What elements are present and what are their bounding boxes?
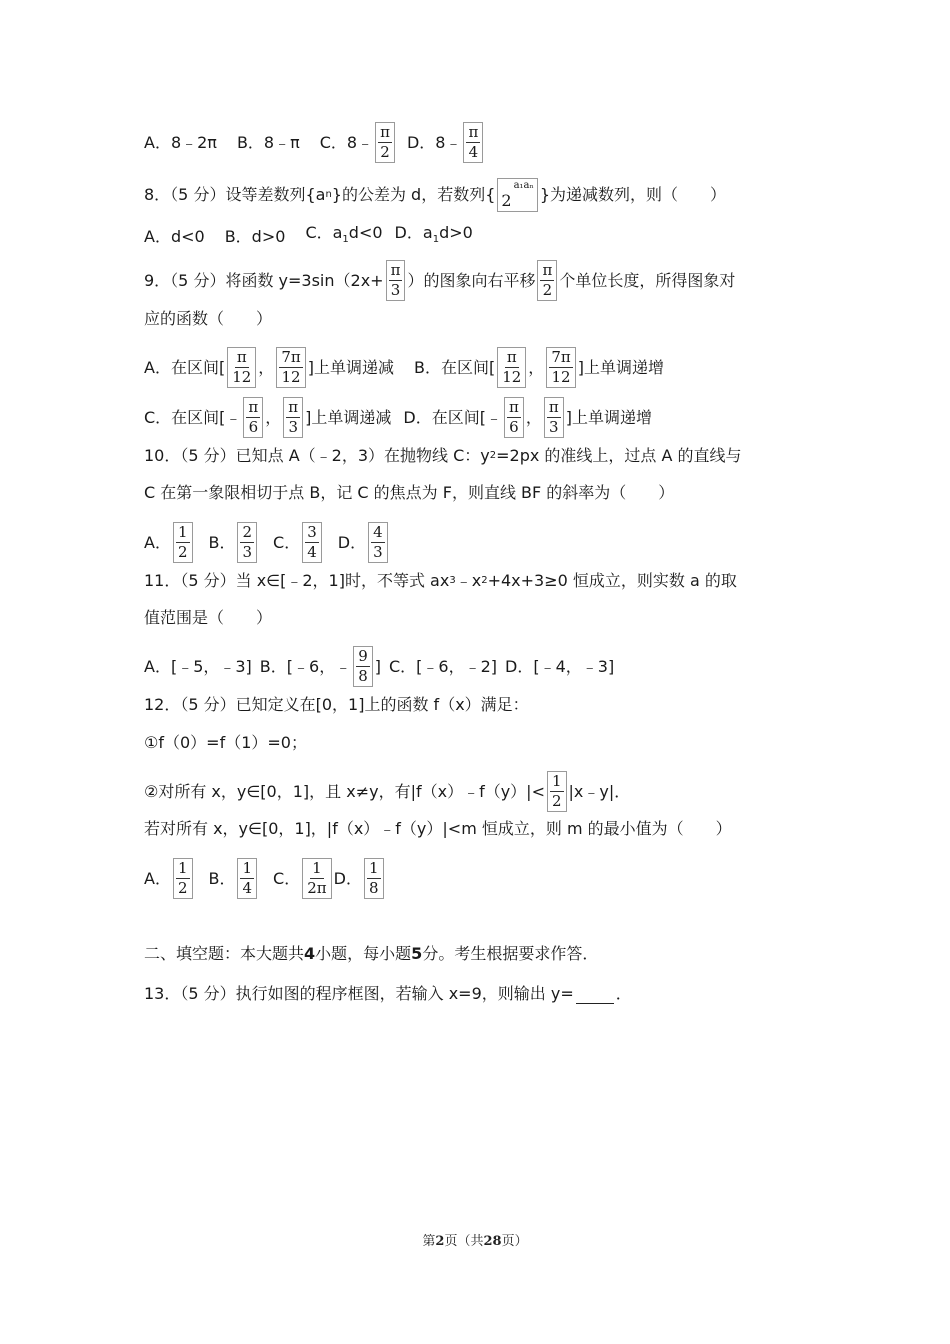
q9-stem-line2: 应的函数（ ） xyxy=(144,309,273,328)
q8-options xyxy=(144,221,850,252)
section-2-heading: 二、填空题：本大题共 4 小题，每小题 5 分。考生根据要求作答． xyxy=(144,944,599,963)
q10-option-d-frac: $\frac{4}{3}$ xyxy=(368,522,388,563)
q7-options xyxy=(144,122,850,163)
q9-options-ab: A．在区间[ $\frac{\pi}{12}$ ， $\frac{7\pi}{12}$ ]上单调递减 B．在区间[ $\frac{\pi}{12}$ ， $\frac{7\pi}{12}$ ]上单调递增 xyxy=(144,348,664,386)
q12-condition-2: ②对所有 x，y∈[0，1]，且 x≠y，有|f（x）﹣f（y）|< $\frac{1}{2}$ |x﹣y|． xyxy=(144,772,631,810)
total-pages: 28 xyxy=(483,1234,502,1249)
q12-option-d: D． xyxy=(333,868,362,888)
q12-option-c: C． xyxy=(273,868,301,888)
q10-option-a-frac: $\frac{1}{2}$ xyxy=(173,522,193,563)
q10-option-c-frac: $\frac{3}{4}$ xyxy=(302,522,322,563)
q9-fraction-2: $\frac{\pi}{2}$ xyxy=(537,260,557,301)
q8-option-c: C．$a_1d<0$ xyxy=(305,223,383,246)
page-number: 2 xyxy=(435,1234,445,1249)
q12-option-d-frac: $\frac{1}{8}$ xyxy=(364,858,384,899)
page-footer: 第2页（共28页） xyxy=(422,1234,528,1249)
q8-stem: 8．（5 分）设等差数列{a n }的公差为 d，若数列{ 2 a₁aₙ }为递减数列，则（ ） xyxy=(144,180,727,210)
q9-option-b: B．在区间[ xyxy=(413,357,496,377)
q8-option-a: A．d<0 xyxy=(144,226,205,246)
q12-option-c-frac: $\frac{1}{2\pi}$ xyxy=(302,858,331,899)
q7-option-c: C．8﹣ xyxy=(319,132,374,152)
q8-power-expression: 2 a₁aₙ xyxy=(497,178,537,212)
q11-option-d: D．[﹣4，﹣3] xyxy=(505,656,615,676)
q10-option-d: D． xyxy=(337,532,367,552)
q12-condition-2-frac: $\frac{1}{2}$ xyxy=(547,771,567,812)
q11-option-c: C．[﹣6，﹣2] xyxy=(389,656,498,676)
q10-stem-line2: C 在第一象限相切于点 B，记 C 的焦点为 F，则直线 BF 的斜率为（ ） xyxy=(144,483,675,502)
q11-options: A．[﹣5，﹣3] B．[﹣6，﹣ $\frac{9}{8}$ ] C．[﹣6，﹣2] D．[﹣4，﹣3] xyxy=(144,647,615,685)
q10-options xyxy=(144,522,850,563)
q12-condition-1: ①f（0）=f（1）=0； xyxy=(144,733,307,752)
q9-option-c-frac1: $\frac{\pi}{6}$ xyxy=(243,397,263,438)
q9-option-a-frac1: $\frac{\pi}{12}$ xyxy=(227,347,256,388)
q12-option-b: B． xyxy=(208,868,236,888)
q9-option-d: D．在区间[﹣ xyxy=(403,407,502,427)
q13-stem: 13．（5 分）执行如图的程序框图，若输入 x=9，则输出 y= ． xyxy=(144,984,632,1003)
q10-option-a: A． xyxy=(144,532,171,552)
q12-option-a-frac: $\frac{1}{2}$ xyxy=(173,858,193,899)
q8-option-d: D．$a_1d>0$ xyxy=(394,223,473,246)
q10-option-c: C． xyxy=(273,532,301,552)
q9-option-c: C．在区间[﹣ xyxy=(144,407,242,427)
q11-option-b-frac: $\frac{9}{8}$ xyxy=(353,646,373,687)
q7-option-d: D．8﹣ xyxy=(406,132,462,152)
q9-option-d-frac2: $\frac{\pi}{3}$ xyxy=(544,397,564,438)
q7-option-c-fraction: $\frac{\pi}{2}$ xyxy=(375,122,395,163)
q11-option-a: A．[﹣5，﹣3] xyxy=(144,656,252,676)
q7-option-a: A．8﹣2π xyxy=(144,132,217,152)
q9-fraction-1: $\frac{\pi}{3}$ xyxy=(386,260,406,301)
q12-option-a: A． xyxy=(144,868,171,888)
q9-option-d-frac1: $\frac{\pi}{6}$ xyxy=(504,397,524,438)
q12-options xyxy=(144,858,850,899)
q10-option-b-frac: $\frac{2}{3}$ xyxy=(237,522,257,563)
q12-option-b-frac: $\frac{1}{4}$ xyxy=(237,858,257,899)
q9-option-a: A．在区间[ xyxy=(144,357,226,377)
q9-option-a-frac2: $\frac{7\pi}{12}$ xyxy=(276,347,305,388)
q12-stem: 12．（5 分）已知定义在[0，1]上的函数 f（x）满足： xyxy=(144,695,529,714)
q10-stem: 10．（5 分）已知点 A（﹣2，3）在抛物线 C：y 2 =2px 的准线上，过点 A 的直线与 xyxy=(144,446,742,465)
q9-stem: 9．（5 分）将函数 y=3sin（2x+ $\frac{\pi}{3}$ ）的图象向右平移 $\frac{\pi}{2}$ 个单位长度，所得图象对 xyxy=(144,261,736,299)
q10-option-b: B． xyxy=(208,532,236,552)
q11-stem: 11．（5 分）当 x∈[﹣2，1]时，不等式 ax 3 ﹣x 2 +4x+3≥0 恒成立，则实数 a 的取 xyxy=(144,571,737,590)
q11-option-b: B．[﹣6，﹣ xyxy=(259,656,352,676)
q11-stem-line2: 值范围是（ ） xyxy=(144,608,273,627)
q9-option-c-frac2: $\frac{\pi}{3}$ xyxy=(283,397,303,438)
q8-option-b: B．d>0 xyxy=(224,226,286,246)
q9-option-b-frac2: $\frac{7\pi}{12}$ xyxy=(546,347,575,388)
q9-option-b-frac1: $\frac{\pi}{12}$ xyxy=(497,347,526,388)
q12-question: 若对所有 x，y∈[0，1]，|f（x）﹣f（y）|<m 恒成立，则 m 的最小值为（ ） xyxy=(144,819,732,838)
q13-answer-blank[interactable] xyxy=(576,985,614,1004)
q7-option-b: B．8﹣π xyxy=(236,132,300,152)
q7-option-d-fraction: $\frac{\pi}{4}$ xyxy=(463,122,483,163)
q9-options-cd: C．在区间[﹣ $\frac{\pi}{6}$ ， $\frac{\pi}{3}$ ]上单调递减 D．在区间[﹣ $\frac{\pi}{6}$ ， $\frac{\pi}{3}$ ]上单调递增 xyxy=(144,398,652,436)
